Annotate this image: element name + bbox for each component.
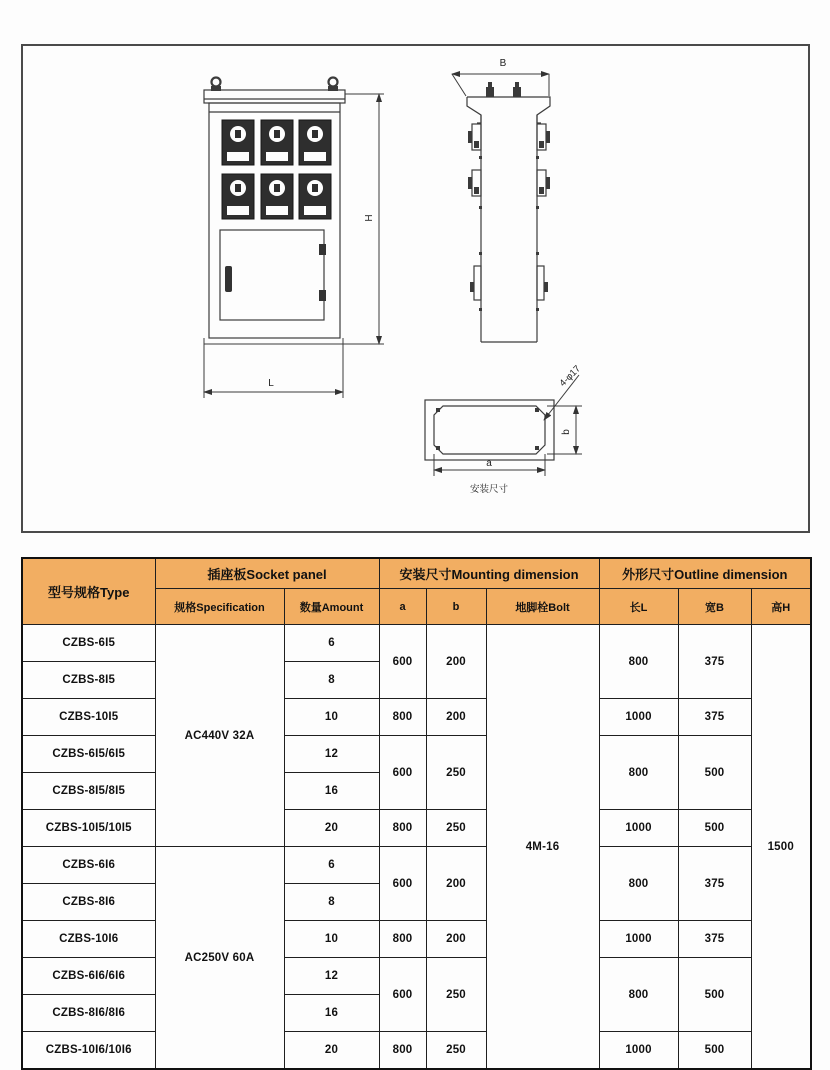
lifting-eye-icon (211, 78, 338, 92)
cell-specification: AC250V 60A (155, 847, 284, 1070)
header-width: 宽B (678, 589, 751, 625)
cell-b: 250 (426, 958, 486, 1032)
header-b: b (426, 589, 486, 625)
bolt-hole-icon (436, 408, 539, 450)
cell-amount: 12 (284, 958, 379, 995)
cell-H: 1500 (751, 625, 811, 1070)
cell-type: CZBS-8I6/8I6 (22, 995, 155, 1032)
cell-a: 600 (379, 625, 426, 699)
cell-amount: 16 (284, 995, 379, 1032)
header-length: 长L (599, 589, 678, 625)
cell-B: 375 (678, 625, 751, 699)
cell-bolt: 4M-16 (486, 625, 599, 1070)
table-row (22, 847, 811, 884)
dim-label-H: H (364, 214, 375, 222)
dimension-B (452, 74, 549, 96)
cell-L: 800 (599, 847, 678, 921)
cell-amount: 16 (284, 773, 379, 810)
dim-label-L: L (268, 378, 274, 389)
table-row (22, 736, 811, 773)
front-view (204, 78, 384, 399)
cell-type: CZBS-6I6 (22, 847, 155, 884)
cell-L: 800 (599, 958, 678, 1032)
cell-B: 375 (678, 847, 751, 921)
cell-L: 800 (599, 736, 678, 810)
cell-a: 800 (379, 699, 426, 736)
cell-type: CZBS-10I6/10I6 (22, 1032, 155, 1070)
specification-table (21, 557, 812, 1070)
header-height: 高H (751, 589, 811, 625)
technical-drawing-panel (21, 44, 810, 533)
cell-amount: 10 (284, 699, 379, 736)
cell-b: 200 (426, 625, 486, 699)
cell-L: 1000 (599, 810, 678, 847)
header-mounting-dimension: 安装尺寸Mounting dimension (379, 558, 599, 589)
cell-type: CZBS-8I5 (22, 662, 155, 699)
hole-callout-label: 4-φ17 (557, 363, 584, 390)
header-specification: 规格Specification (155, 589, 284, 625)
cell-B: 500 (678, 958, 751, 1032)
header-type: 型号规格Type (22, 558, 155, 625)
cell-type: CZBS-6I6/6I6 (22, 958, 155, 995)
lifting-eye-side-icon (486, 82, 521, 97)
cell-type: CZBS-10I5/10I5 (22, 810, 155, 847)
table-row (22, 1032, 811, 1070)
mounting-view-caption: 安装尺寸 (469, 484, 509, 495)
cell-amount: 6 (284, 847, 379, 884)
cell-L: 1000 (599, 921, 678, 958)
dimension-L (204, 338, 343, 398)
cell-b: 250 (426, 1032, 486, 1070)
cabinet-drawing (23, 46, 808, 531)
cell-specification: AC440V 32A (155, 625, 284, 847)
header-a: a (379, 589, 426, 625)
cell-a: 600 (379, 736, 426, 810)
cell-amount: 20 (284, 810, 379, 847)
dim-label-B: B (499, 58, 507, 69)
header-outline-dimension: 外形尺寸Outline dimension (599, 558, 811, 589)
cell-a: 800 (379, 810, 426, 847)
cell-amount: 8 (284, 662, 379, 699)
cell-L: 800 (599, 625, 678, 699)
cell-B: 500 (678, 736, 751, 810)
door-handle-icon (225, 244, 326, 301)
cell-B: 375 (678, 921, 751, 958)
table-row (22, 699, 811, 736)
cell-L: 1000 (599, 1032, 678, 1070)
cell-type: CZBS-6I5/6I5 (22, 736, 155, 773)
cell-amount: 6 (284, 625, 379, 662)
cell-b: 250 (426, 736, 486, 810)
cell-a: 800 (379, 921, 426, 958)
cell-type: CZBS-10I6 (22, 921, 155, 958)
cell-B: 500 (678, 810, 751, 847)
cell-B: 375 (678, 699, 751, 736)
cell-type: CZBS-8I5/8I5 (22, 773, 155, 810)
side-protrusions (468, 124, 550, 311)
cell-b: 200 (426, 921, 486, 958)
cell-amount: 8 (284, 884, 379, 921)
cell-L: 1000 (599, 699, 678, 736)
cell-amount: 12 (284, 736, 379, 773)
cell-type: CZBS-10I5 (22, 699, 155, 736)
header-bolt: 地脚栓Bolt (486, 589, 599, 625)
cell-amount: 10 (284, 921, 379, 958)
cell-a: 600 (379, 847, 426, 921)
socket-panel-icon (222, 120, 331, 219)
cell-B: 500 (678, 1032, 751, 1070)
cell-b: 200 (426, 699, 486, 736)
mounting-footprint-view (425, 363, 583, 495)
cell-b: 200 (426, 847, 486, 921)
cell-b: 250 (426, 810, 486, 847)
cell-a: 800 (379, 1032, 426, 1070)
dim-label-b: b (561, 429, 572, 435)
dim-label-a: a (486, 458, 492, 469)
cell-type: CZBS-6I5 (22, 625, 155, 662)
side-view (452, 58, 550, 342)
table-row (22, 810, 811, 847)
cell-a: 600 (379, 958, 426, 1032)
cell-type: CZBS-8I6 (22, 884, 155, 921)
header-amount: 数量Amount (284, 589, 379, 625)
cell-amount: 20 (284, 1032, 379, 1070)
table-row (22, 921, 811, 958)
cabinet-door (220, 230, 324, 320)
table-row (22, 958, 811, 995)
header-socket-panel: 插座板Socket panel (155, 558, 379, 589)
table-row (22, 625, 811, 662)
